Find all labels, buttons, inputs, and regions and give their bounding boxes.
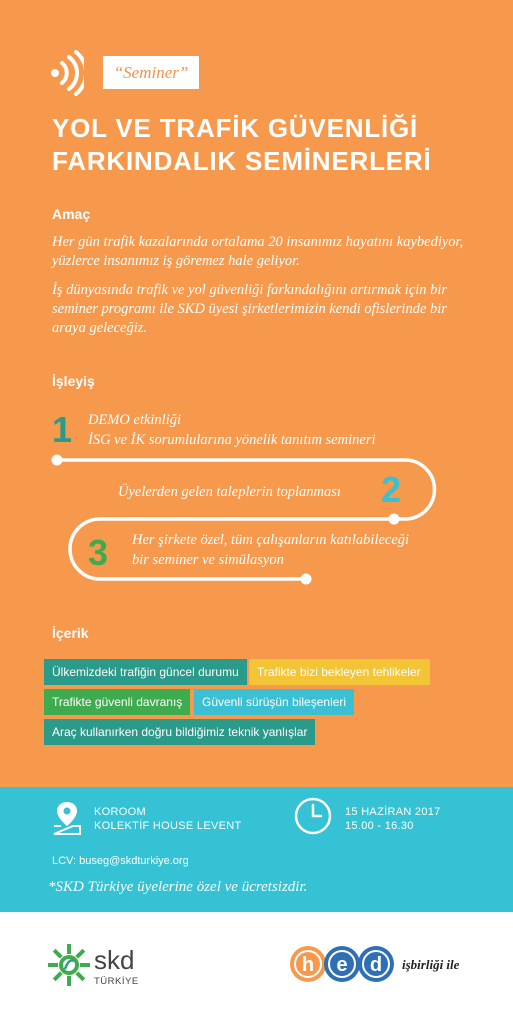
track-dot-end (301, 574, 312, 585)
partnership-text: işbirliği ile (402, 957, 460, 972)
content-tag: Trafikte güvenli davranış (44, 689, 190, 715)
purpose-paragraph-2: İş dünyasında trafik ve yol güvenliği farkındalığını artırmak için bir seminer programı ile SKD üyesi şirketlerimizin kendi ofislerinde bir araya geleceğiz. (52, 282, 448, 336)
process-heading: İşleyiş (52, 373, 95, 389)
venue-name: KOROOM (94, 806, 146, 818)
members-note: *SKD Türkiye üyelerine özel ve ücretsizdir. (48, 879, 308, 895)
step-1-line-1: DEMO etkinliği (88, 412, 182, 428)
hed-logo-icon (288, 944, 398, 984)
content-tag: Güvenli sürüşün bileşenleri (194, 689, 354, 715)
track-dot-start (52, 455, 63, 466)
event-date: 15 HAZİRAN 2017 (345, 806, 441, 818)
location-pin-icon (52, 800, 82, 836)
svg-text:d: d (369, 954, 383, 976)
venue-address: KOLEKTİF HOUSE LEVENT (94, 820, 242, 832)
content-heading: İçerik (52, 625, 89, 641)
purpose-heading: Amaç (52, 206, 91, 222)
step-1-number: 1 (52, 409, 73, 450)
step-3-number: 3 (88, 532, 109, 573)
step-3-line-2: bir seminer ve simülasyon (132, 552, 284, 568)
clock-icon (294, 797, 332, 835)
title-line-2: FARKINDALIK SEMİNERLERİ (52, 146, 432, 176)
title-line-1: YOL VE TRAFİK GÜVENLİĞİ (52, 113, 419, 143)
venue (94, 805, 242, 833)
svg-text:h: h (301, 954, 315, 976)
event-time: 15.00 - 16.30 (345, 820, 414, 832)
skd-logo-icon (45, 941, 93, 989)
step-2-number: 2 (381, 469, 402, 510)
content-tag: Araç kullanırken doğru bildiğimiz teknik yanlışlar (44, 719, 315, 745)
step-1-line-2: İSG ve İK sorumlularına yönelik tanıtım semineri (88, 432, 376, 448)
skd-logo-subtext: TÜRKİYE (94, 976, 139, 987)
rsvp-contact[interactable]: LCV: buseg@skdturkiye.org (52, 855, 189, 867)
event-datetime (345, 805, 441, 833)
step-3-text (132, 530, 409, 570)
step-2-text: Üyelerden gelen taleplerin toplanması (118, 484, 341, 500)
seminar-badge: “Seminer” (103, 56, 199, 89)
svg-text:e: e (336, 954, 348, 976)
content-tag: Ülkemizdeki trafiğin güncel durumu (44, 659, 247, 685)
skd-logo-text: skd (94, 945, 135, 975)
content-tag: Trafikte bizi bekleyen tehlikeler (249, 659, 430, 685)
track-dot-middle (389, 514, 400, 525)
purpose-paragraph-1: Her gün trafik kazalarında ortalama 20 insanımız hayatını kaybediyor, yüzlerce insanımız iş göremez hale geliyor. (52, 234, 464, 269)
step-1-text (88, 410, 376, 450)
step-3-line-1: Her şirkete özel, tüm çalışanların katılabileceği (132, 532, 410, 548)
